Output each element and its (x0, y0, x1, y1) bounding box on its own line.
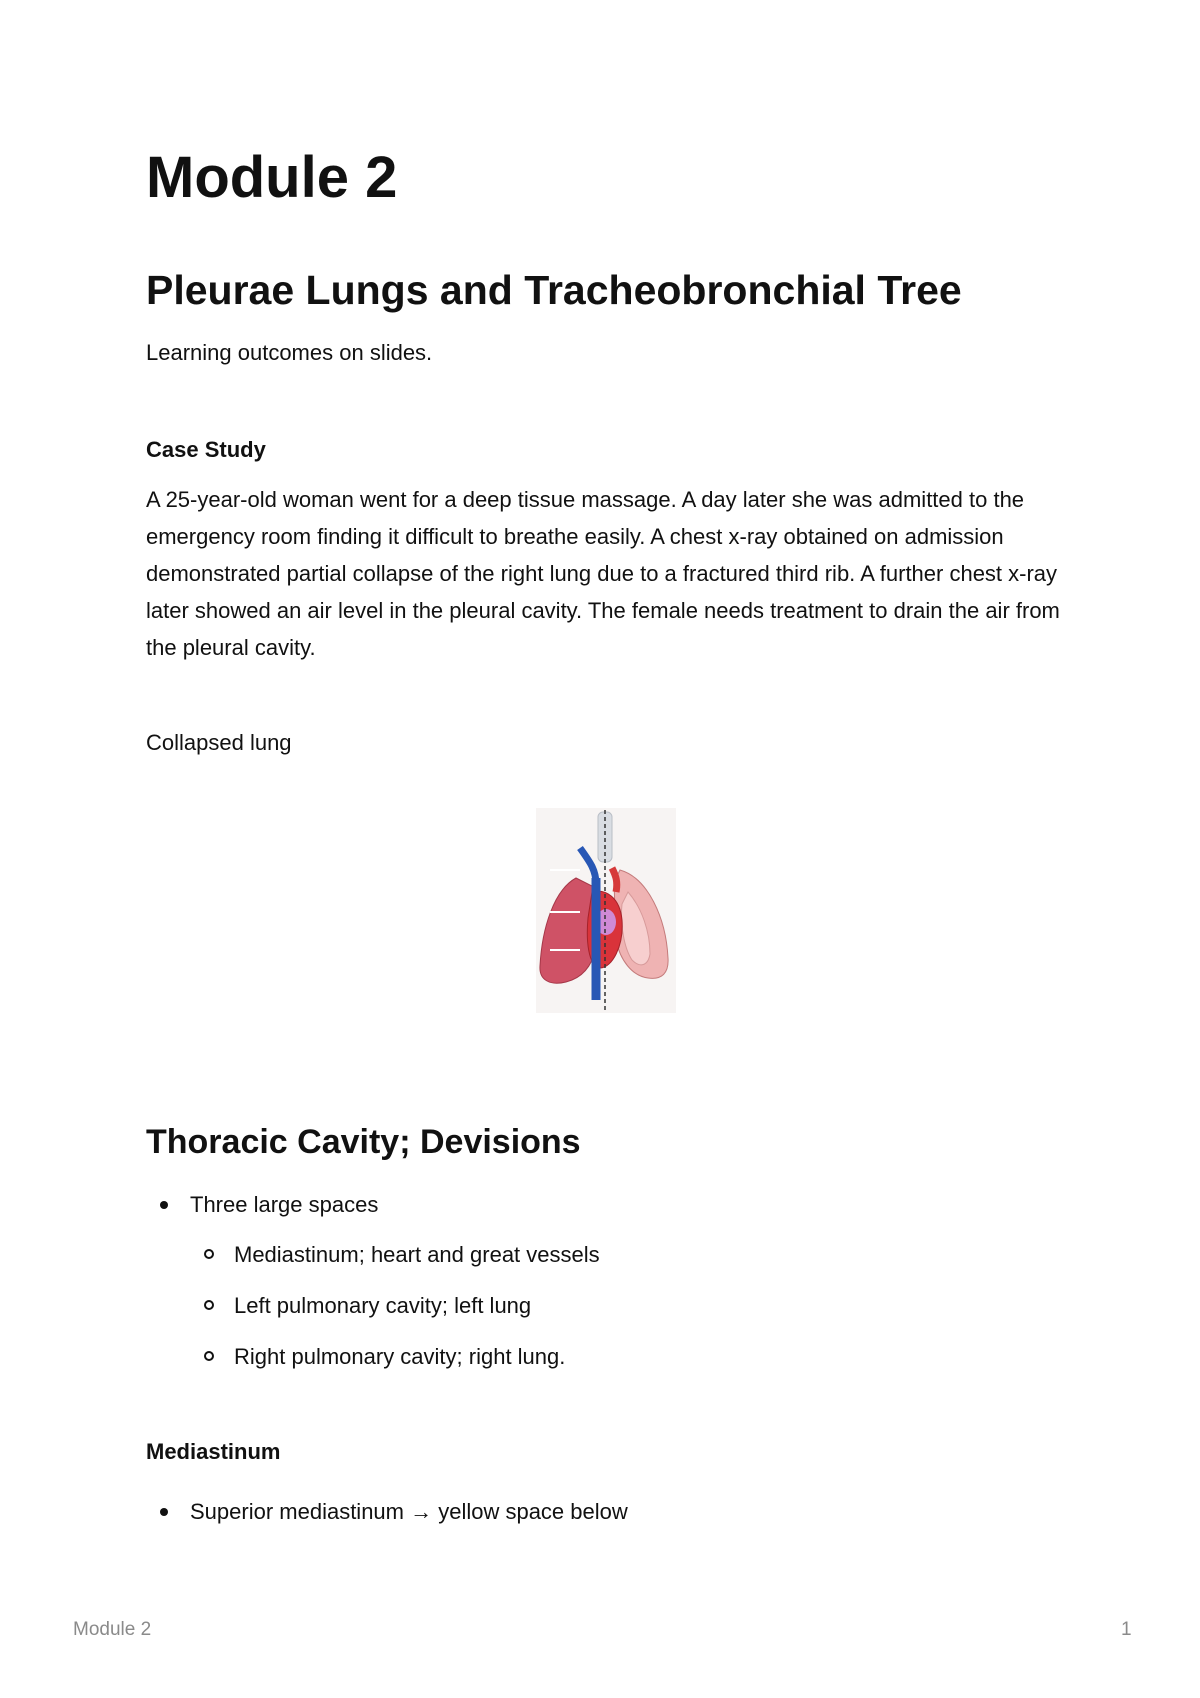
section-heading: Thoracic Cavity; Devisions (146, 1123, 581, 1161)
page-number: 1 (1121, 1619, 1132, 1640)
bullet-icon (204, 1300, 214, 1310)
list-item-text: Mediastinum; heart and great vessels (234, 1242, 600, 1267)
page-subtitle: Pleurae Lungs and Tracheobronchial Tree (146, 267, 962, 313)
bullet-icon (204, 1351, 214, 1361)
intro-text: Learning outcomes on slides. (146, 340, 433, 365)
case-study-text: A 25-year-old woman went for a deep tissue massage. A day later she was admitted to the emergency room finding it difficult to breathe easily. A chest x-ray obtained on admission demonstrated partial collapse of the right lung due to a fractured third rib. A further chest x-ray later showed an air level in the pleural cavity. The female needs treatment to drain the air from the pleural cavity. (146, 487, 1060, 660)
bullet-icon (160, 1201, 168, 1209)
list-item-text: Right pulmonary cavity; right lung. (234, 1344, 566, 1369)
lung-illustration (536, 808, 676, 1013)
case-study-heading: Case Study (146, 437, 266, 462)
footer-title: Module 2 (73, 1619, 152, 1640)
bullet-icon (160, 1508, 168, 1516)
bullet-icon (204, 1249, 214, 1259)
list-item-text: Three large spaces (190, 1192, 379, 1217)
collapsed-lung-image (536, 808, 676, 1013)
page-title: Module 2 (146, 145, 398, 210)
list-item-text: Superior mediastinum → yellow space below (190, 1499, 628, 1524)
figure-caption: Collapsed lung (146, 730, 292, 755)
mediastinum-heading: Mediastinum (146, 1439, 281, 1464)
list-item-text: Left pulmonary cavity; left lung (234, 1293, 532, 1318)
